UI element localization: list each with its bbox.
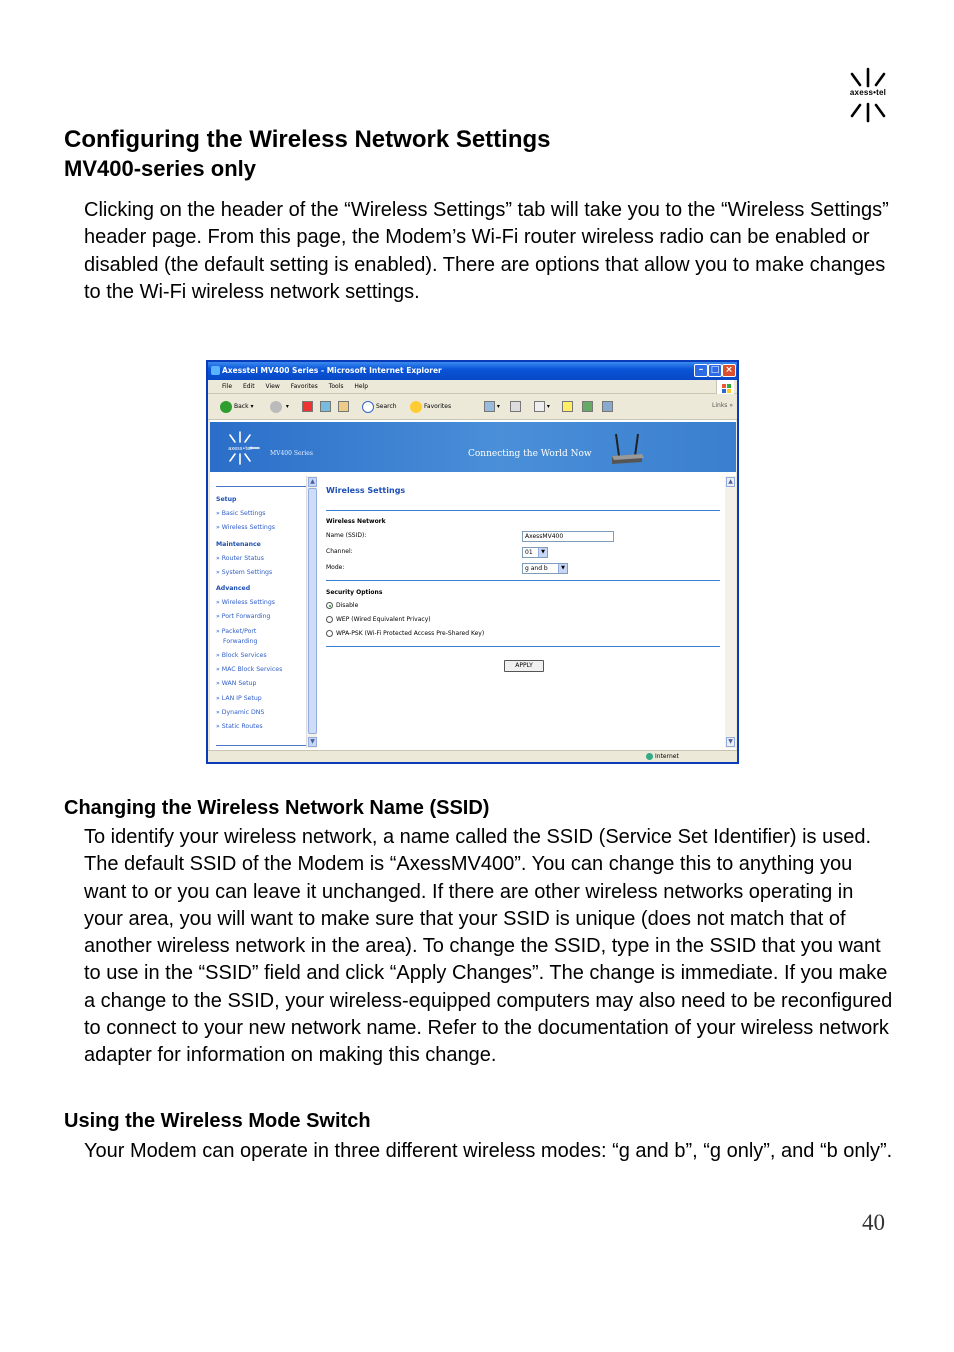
sidebar-item-block-services[interactable]: » Block Services <box>216 651 267 659</box>
form-title[interactable]: Wireless Settings <box>326 486 406 495</box>
menu-view[interactable]: View <box>265 383 280 390</box>
svg-text:axess•tel: axess•tel <box>228 446 252 452</box>
main-scrollbar[interactable] <box>725 476 736 748</box>
sidebar-item-mac-block-services[interactable]: » MAC Block Services <box>216 666 283 674</box>
print-icon <box>510 401 521 412</box>
sidebar-item-adv-wireless-settings[interactable]: » Wireless Settings <box>216 599 275 607</box>
wireless-settings-form <box>324 480 724 745</box>
sidebar-item-wireless-settings[interactable]: » Wireless Settings <box>216 524 275 532</box>
section-mode-body: Your Modem can operate in three different wireless modes: “g and b”, “g only”, and “b only”. <box>84 1140 893 1162</box>
chevron-down-icon[interactable]: ▼ <box>558 564 567 573</box>
discuss-button[interactable] <box>562 399 573 415</box>
sidebar-divider <box>216 486 306 487</box>
form-divider <box>326 580 720 581</box>
channel-label: Channel: <box>326 548 353 555</box>
sidebar-item-static-routes[interactable]: » Static Routes <box>216 723 263 731</box>
sidebar-section-advanced: Advanced <box>216 585 251 593</box>
mode-label: Mode: <box>326 564 345 571</box>
sidebar-item-packet-port-label-2: Forwarding <box>223 637 258 645</box>
page-heading: Configuring the Wireless Network Settings <box>64 126 551 153</box>
mode-select[interactable] <box>522 563 568 574</box>
globe-icon <box>646 753 653 760</box>
maximize-icon[interactable]: □ <box>708 364 722 377</box>
search-icon <box>362 401 374 413</box>
sidebar-item-port-forwarding[interactable]: » Port Forwarding <box>216 613 271 621</box>
banner-logo-icon <box>220 430 260 466</box>
favorites-button[interactable]: Favorites <box>410 399 451 415</box>
window-title: Axesstel MV400 Series - Microsoft Internet Explorer <box>222 366 442 375</box>
sidebar-item-packet-port-forwarding[interactable] <box>216 625 306 649</box>
radio-disable[interactable] <box>326 602 333 609</box>
folder-icon <box>562 401 573 412</box>
menu-bar <box>208 380 737 394</box>
sidebar-divider-bottom <box>216 745 306 746</box>
form-divider <box>326 646 720 647</box>
scroll-down-icon[interactable]: ▼ <box>308 737 317 747</box>
radio-disable-label: Disable <box>336 602 359 609</box>
section-ssid-body: To identify your wireless network, a name called the SSID (Service Set Identifier) is used. The default SSID of the Modem is “AxessMV400”. You can change this to anything you want to or you can leave it unchanged. If there are other wireless networks operating in your area, you will want to make sure that your SSID is unique (does not match that of another wireless network in the area). To change the SSID, type in the SSID that you want to use in the “SSID” field and click “Apply Changes”. The change is immediate. If you make a change to the SSID, your wireless-equipped computers may also need to be reconfigured to connect to your new network name. Refer to the documentation of your wireless network adapter for information on making this change. <box>84 826 893 1067</box>
router-banner <box>210 422 736 472</box>
refresh-button[interactable] <box>320 399 331 415</box>
sidebar-item-packet-port-label-1: » Packet/Port <box>216 627 257 635</box>
mode-value: g and b <box>525 565 548 572</box>
radio-wpa-psk-label: WPA-PSK (Wi-Fi Protected Access Pre-Shared Key) <box>336 630 485 637</box>
radio-wpa-psk[interactable] <box>326 630 333 637</box>
browser-toolbar <box>208 394 737 420</box>
radio-wep[interactable] <box>326 616 333 623</box>
scroll-up-icon[interactable]: ▲ <box>308 477 317 487</box>
stop-button[interactable] <box>302 399 313 415</box>
apply-button[interactable]: APPLY <box>504 660 544 672</box>
sidebar-item-lan-ip-setup[interactable]: » LAN IP Setup <box>216 694 262 702</box>
links-button[interactable]: Links » <box>712 402 733 409</box>
browser-window-screenshot <box>206 360 739 764</box>
sidebar-nav <box>216 480 306 745</box>
banner-tagline: Connecting the World Now <box>468 449 592 459</box>
scroll-up-icon[interactable]: ▲ <box>726 477 735 487</box>
edit-button[interactable]: ▾ <box>534 399 550 415</box>
sidebar-item-system-settings[interactable]: » System Settings <box>216 568 273 576</box>
forward-button[interactable]: ▾ <box>270 399 289 415</box>
banner-series: MV400 Series <box>270 450 313 457</box>
windows-flag-icon <box>716 380 734 394</box>
messenger-button[interactable] <box>582 399 593 415</box>
ssid-label: Name (SSID): <box>326 532 367 539</box>
messenger-icon <box>582 401 593 412</box>
sidebar-item-router-status[interactable]: » Router Status <box>216 554 264 562</box>
section-mode-title: Using the Wireless Mode Switch <box>64 1110 371 1132</box>
chevron-down-icon[interactable]: ▼ <box>538 548 547 557</box>
sidebar-scrollbar[interactable] <box>306 476 317 748</box>
stop-icon <box>302 401 313 412</box>
print-button[interactable] <box>510 399 521 415</box>
security-options-heading: Security Options <box>326 589 383 596</box>
sidebar-item-dynamic-dns[interactable]: » Dynamic DNS <box>216 708 265 716</box>
form-divider <box>326 510 720 511</box>
people-icon <box>602 401 613 412</box>
scroll-down-icon[interactable]: ▼ <box>726 737 735 747</box>
menu-tools[interactable]: Tools <box>328 383 344 390</box>
wireless-network-heading: Wireless Network <box>326 518 386 525</box>
search-button[interactable]: Search <box>362 399 397 415</box>
sidebar-section-setup: Setup <box>216 496 237 503</box>
page-subheading: MV400-series only <box>64 156 256 181</box>
router-icon <box>610 430 644 468</box>
window-titlebar <box>208 362 737 380</box>
browser-content <box>210 420 736 750</box>
minimize-icon[interactable]: – <box>694 364 708 377</box>
status-bar <box>208 750 737 762</box>
axesstel-logo <box>838 66 898 124</box>
section-ssid-title: Changing the Wireless Network Name (SSID) <box>64 797 490 819</box>
word-icon <box>534 401 545 412</box>
menu-edit[interactable]: Edit <box>242 383 255 390</box>
channel-select[interactable] <box>522 547 548 558</box>
home-button[interactable] <box>338 399 349 415</box>
sidebar-section-maintenance: Maintenance <box>216 540 261 548</box>
sidebar-item-wan-setup[interactable]: » WAN Setup <box>216 680 257 688</box>
page-number: 40 <box>862 1210 885 1235</box>
sidebar-item-basic-settings[interactable]: » Basic Settings <box>216 510 266 517</box>
menu-help[interactable]: Help <box>354 383 369 390</box>
mail-button[interactable]: ▾ <box>484 399 500 415</box>
home-icon <box>338 401 349 412</box>
radio-wep-label: WEP (Wired Equivalent Privacy) <box>336 616 431 623</box>
logo-text: axess•tel <box>838 88 898 97</box>
back-button[interactable]: Back ▾ <box>220 399 254 415</box>
back-arrow-icon <box>220 401 232 413</box>
intro-paragraph: Clicking on the header of the “Wireless Settings” tab will take you to the “Wireless Settings” header page. From this page, the Modem’s Wi-Fi router wireless radio can be enabled or disabled (the default setting is enabled). There are options that allow you to make changes to the Wi-Fi wireless network settings. <box>84 199 889 303</box>
scroll-thumb[interactable] <box>308 488 317 734</box>
internet-zone: Internet <box>646 752 679 762</box>
menu-file[interactable]: File <box>222 383 233 390</box>
close-icon[interactable]: × <box>722 364 736 377</box>
research-button[interactable] <box>602 399 613 415</box>
channel-value: 01 <box>525 549 533 556</box>
mail-icon <box>484 401 495 412</box>
star-icon <box>410 401 422 413</box>
menu-favorites[interactable]: Favorites <box>290 383 318 390</box>
ie-icon <box>211 366 220 375</box>
forward-arrow-icon <box>270 401 282 413</box>
refresh-icon <box>320 401 331 412</box>
ssid-input[interactable]: AxessMV400 <box>522 531 614 542</box>
